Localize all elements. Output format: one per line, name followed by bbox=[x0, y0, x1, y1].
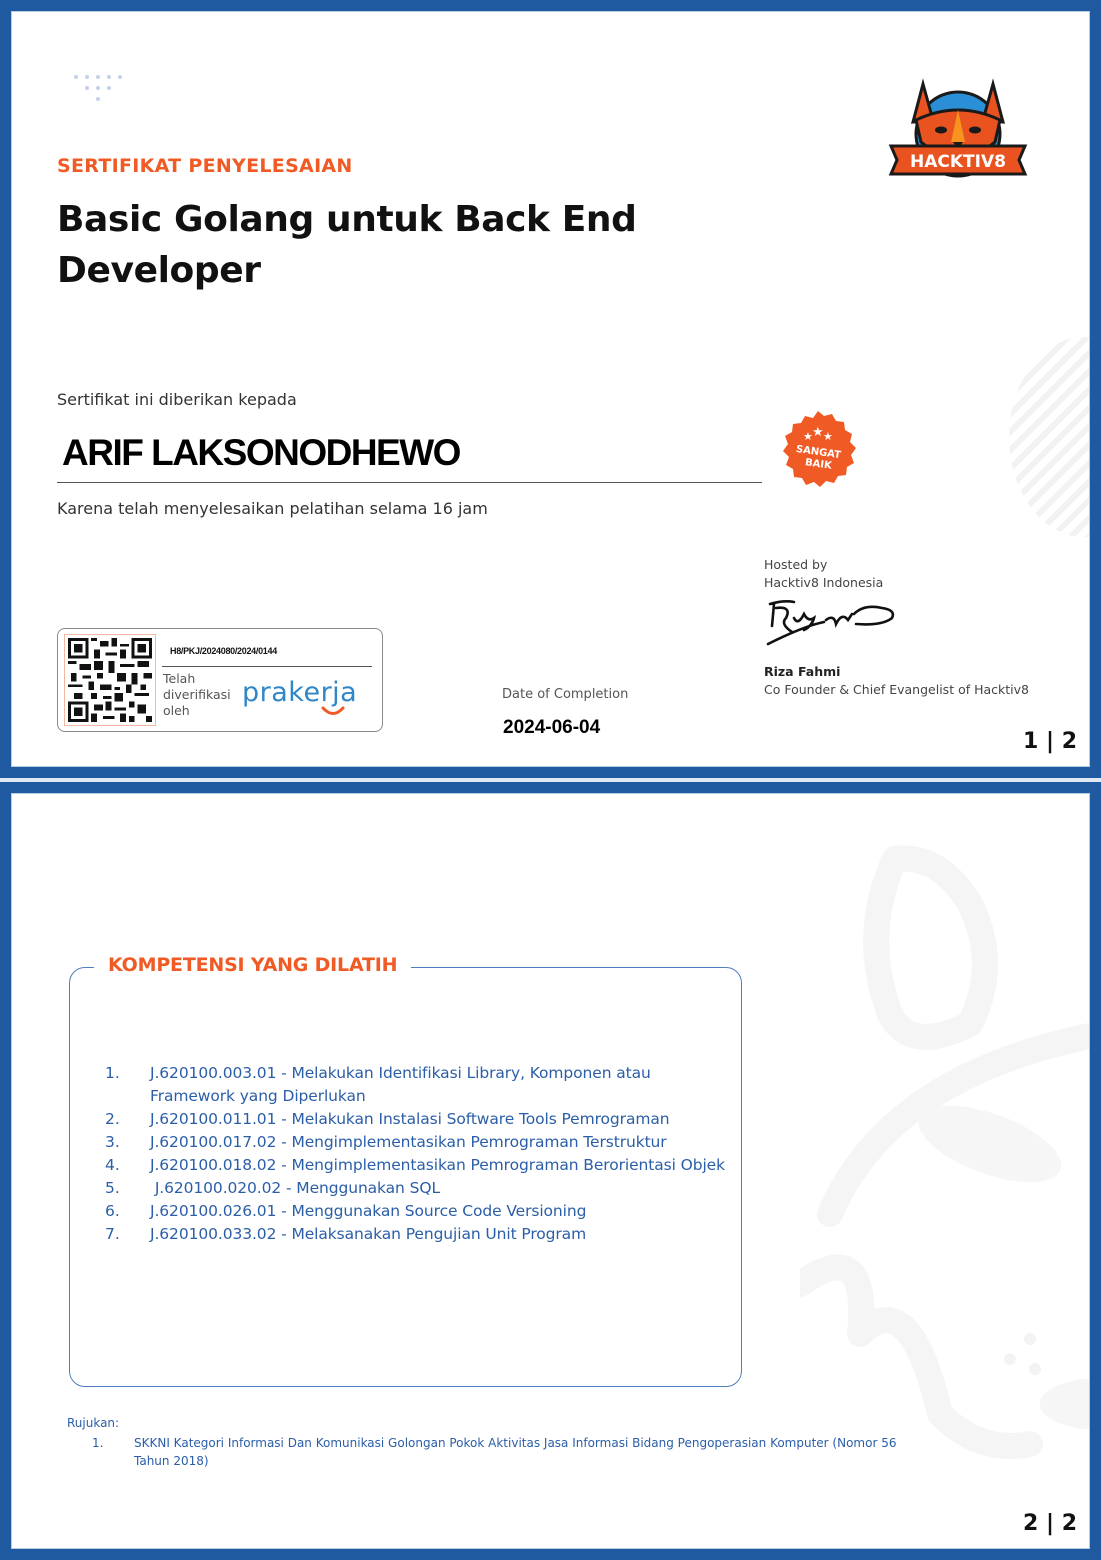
given-to-label: Sertifikat ini diberikan kepada bbox=[57, 390, 297, 409]
page-sheet bbox=[11, 793, 1090, 1549]
references-label: Rujukan: bbox=[67, 1416, 120, 1430]
competency-item: 2. J.620100.011.01 - Melakukan Instalasi Software Tools Pemrograman bbox=[105, 1110, 670, 1128]
competency-item: 1. J.620100.003.01 - Melakukan Identifikasi Library, Komponen atau Framework yang Diperlukan bbox=[105, 1064, 651, 1105]
signer-name: Riza Fahmi bbox=[764, 664, 841, 679]
page-number: 2 | 2 bbox=[1023, 1511, 1077, 1536]
competencies-box bbox=[69, 954, 742, 1387]
svg-text:SANGAT: SANGAT bbox=[795, 443, 842, 462]
competency-item: 3. J.620100.017.02 - Mengimplementasikan Pemrograman Terstruktur bbox=[105, 1133, 667, 1151]
signature-image bbox=[764, 596, 904, 656]
completion-reason: Karena telah menyelesaikan pelatihan selama 16 jam bbox=[57, 499, 488, 518]
svg-text:★: ★ bbox=[812, 425, 824, 440]
host-name: Hacktiv8 Indonesia bbox=[764, 575, 884, 590]
completion-date-label: Date of Completion bbox=[502, 687, 629, 702]
certificate-number-divider bbox=[162, 666, 372, 667]
reference-item: 1. SKKNI Kategori Informasi Dan Komunikasi Golongan Pokok Aktivitas Jasa Informasi Bidang Pengoperasian Komputer (Nomor 56 Tahun 2018) bbox=[92, 1436, 897, 1468]
hacktiv8-fox-logo-icon bbox=[883, 72, 1033, 184]
rating-badge-icon bbox=[777, 409, 859, 491]
competencies-list bbox=[97, 1062, 727, 1246]
competencies-title: KOMPETENSI YANG DILATIH bbox=[108, 954, 398, 976]
recipient-name: ARIF LAKSONODHEWO bbox=[62, 432, 460, 473]
competency-item: 6. J.620100.026.01 - Menggunakan Source Code Versioning bbox=[105, 1202, 587, 1220]
course-title: Basic Golang untuk Back End Developer bbox=[57, 199, 637, 291]
competencies-header bbox=[94, 954, 411, 976]
references-block bbox=[67, 1416, 924, 1470]
competency-item: 5. J.620100.020.02 - Menggunakan SQL bbox=[105, 1179, 440, 1197]
decorative-striped-circle bbox=[1009, 337, 1090, 537]
svg-text:HACKTIV8: HACKTIV8 bbox=[910, 152, 1006, 172]
name-underline bbox=[57, 482, 762, 483]
verification-card bbox=[57, 628, 383, 732]
svg-text:★: ★ bbox=[803, 430, 813, 443]
page-number: 1 | 2 bbox=[1023, 729, 1077, 754]
hosted-by-label: Hosted by bbox=[764, 557, 828, 572]
signer-title: Co Founder & Chief Evangelist of Hacktiv8 bbox=[764, 682, 1029, 697]
decorative-dots bbox=[74, 75, 134, 115]
competency-item: 7. J.620100.033.02 - Melaksanakan Pengujian Unit Program bbox=[105, 1225, 587, 1243]
qr-code-icon[interactable] bbox=[64, 634, 156, 726]
certificate-number: H8/PKJ/2024080/2024/0144 bbox=[170, 646, 277, 656]
prakerja-logo: prakerja bbox=[242, 677, 358, 708]
hosted-by-block bbox=[764, 556, 883, 592]
verified-by-label: Telah diverifikasi oleh bbox=[163, 671, 231, 718]
certificate-subtitle: SERTIFIKAT PENYELESAIAN bbox=[57, 155, 353, 177]
competency-item: 4. J.620100.018.02 - Mengimplementasikan Pemrograman Berorientasi Objek bbox=[105, 1156, 725, 1174]
prakerja-smile-icon bbox=[320, 705, 346, 719]
page-sheet bbox=[11, 11, 1090, 767]
certificate-page-2 bbox=[0, 782, 1101, 1560]
svg-text:BAIK: BAIK bbox=[804, 457, 833, 472]
certificate-page-1 bbox=[0, 0, 1101, 778]
svg-text:★: ★ bbox=[823, 430, 833, 443]
completion-date: 2024-06-04 bbox=[503, 717, 601, 738]
